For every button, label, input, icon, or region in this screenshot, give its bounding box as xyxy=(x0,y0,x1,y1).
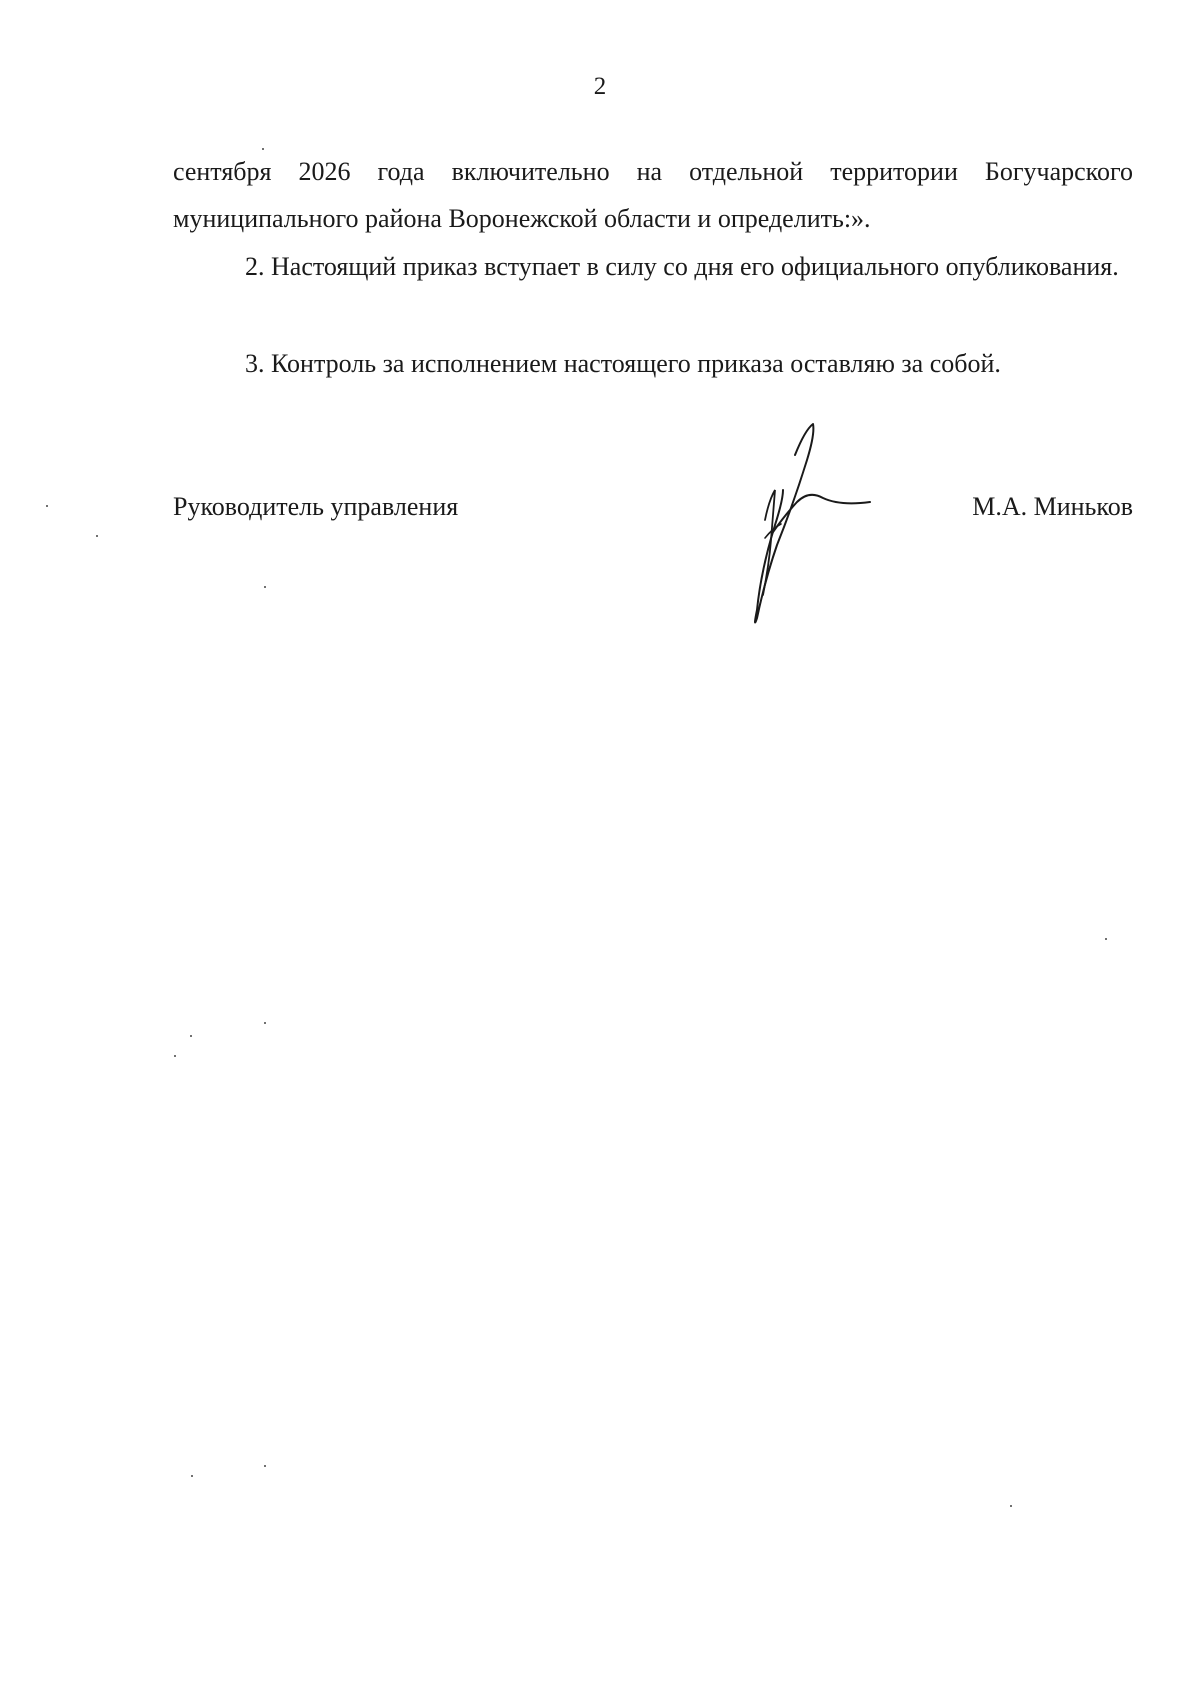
scan-speck xyxy=(190,1035,192,1037)
scan-speck xyxy=(264,1022,266,1024)
page-number: 2 xyxy=(593,73,607,100)
scan-speck xyxy=(174,1055,176,1057)
scan-speck xyxy=(191,1475,193,1477)
paragraph-item-3: 3. Контроль за исполнением настоящего приказа оставляю за собой. xyxy=(245,349,1001,378)
paragraph-item-2: 2. Настоящий приказ вступает в силу со дня его официального опубликования. xyxy=(245,252,1119,281)
scan-speck xyxy=(264,1465,266,1467)
scan-speck xyxy=(262,148,264,150)
handwritten-signature xyxy=(735,420,895,645)
scan-speck xyxy=(264,586,266,588)
scan-speck xyxy=(46,505,48,507)
scan-speck xyxy=(1010,1505,1012,1507)
scan-speck xyxy=(1105,938,1107,940)
signatory-position: Руководитель управления xyxy=(173,492,459,521)
scan-speck xyxy=(96,535,98,537)
paragraph-continuation: сентября 2026 года включительно на отдельной территории Богучарского муниципального района Воронежской области и определить:». xyxy=(173,157,1133,233)
signatory-name: М.А. Миньков xyxy=(972,492,1133,521)
